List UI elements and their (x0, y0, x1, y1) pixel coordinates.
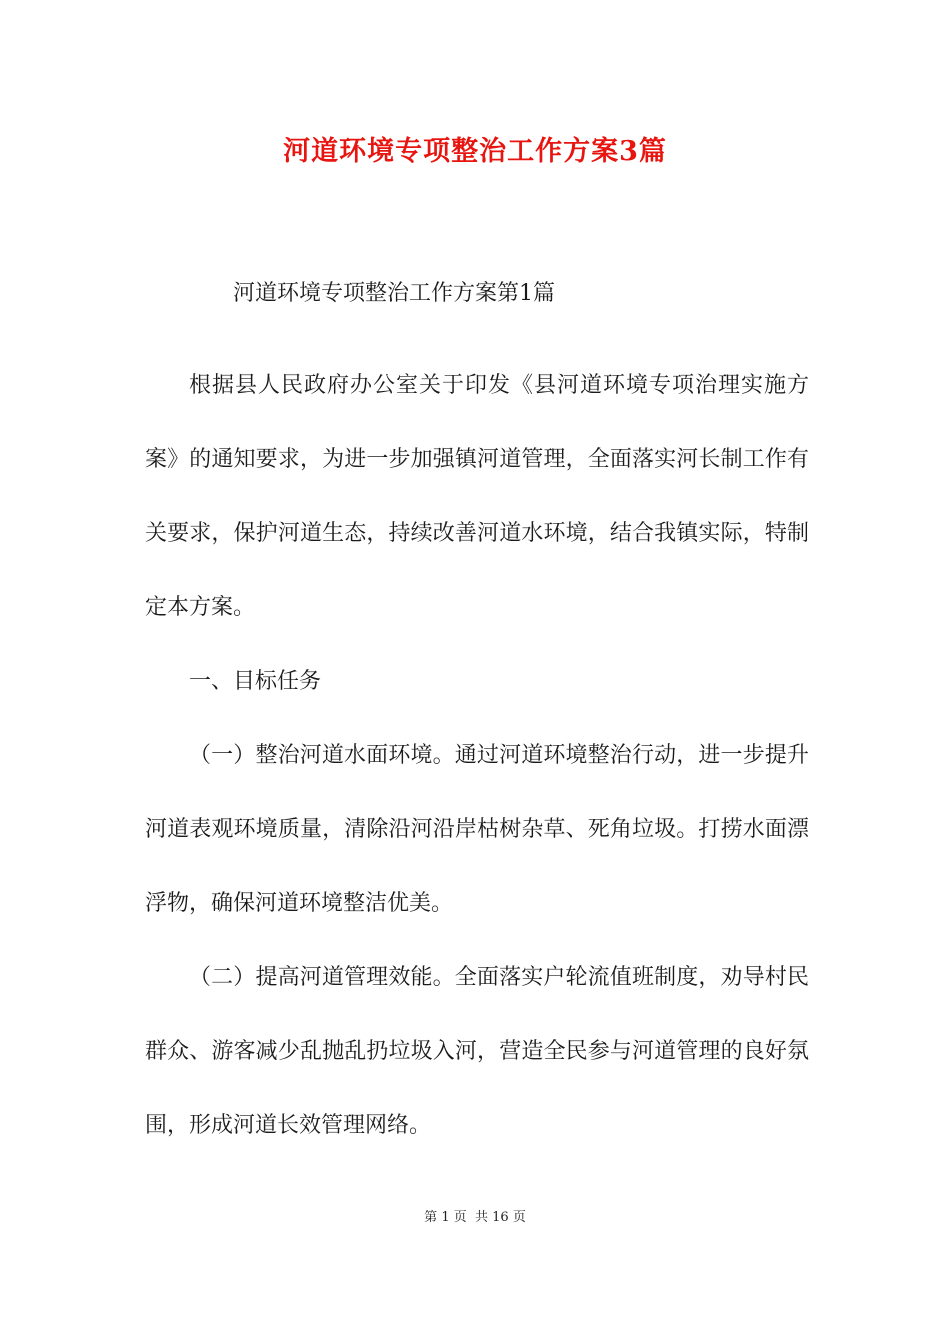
page-footer (0, 1208, 950, 1228)
footer-suffix: 页 (512, 1210, 526, 1225)
footer-current-page: 1 (441, 1210, 450, 1225)
document-body (145, 349, 809, 1163)
section-heading-goals: 一、目标任务 (189, 669, 322, 694)
paragraph-task-2: （二）提高河道管理效能。全面落实户轮流值班制度，劝导村民群众、游客减少乱抛乱扔垃圾入河，营造全民参与河道管理的良好氛围，形成河道长效管理网络。 (145, 965, 809, 1138)
footer-prefix: 第 (424, 1210, 438, 1225)
section-subtitle: 河道环境专项整治工作方案第1篇 (233, 281, 555, 306)
footer-total-pages: 16 (492, 1210, 509, 1225)
document-title: 河道环境专项整治工作方案3篇 (283, 136, 667, 167)
paragraph-task-1: （一）整治河道水面环境。通过河道环境整治行动，进一步提升河道表观环境质量，清除沿河沿岸枯树杂草、死角垃圾。打捞水面漂浮物，确保河道环境整洁优美。 (145, 743, 809, 916)
paragraph-intro: 根据县人民政府办公室关于印发《县河道环境专项治理实施方案》的通知要求，为进一步加强镇河道管理，全面落实河长制工作有关要求，保护河道生态，持续改善河道水环境，结合我镇实际，特制定本方案。 (145, 373, 809, 620)
footer-middle: 页 共 (453, 1210, 488, 1225)
